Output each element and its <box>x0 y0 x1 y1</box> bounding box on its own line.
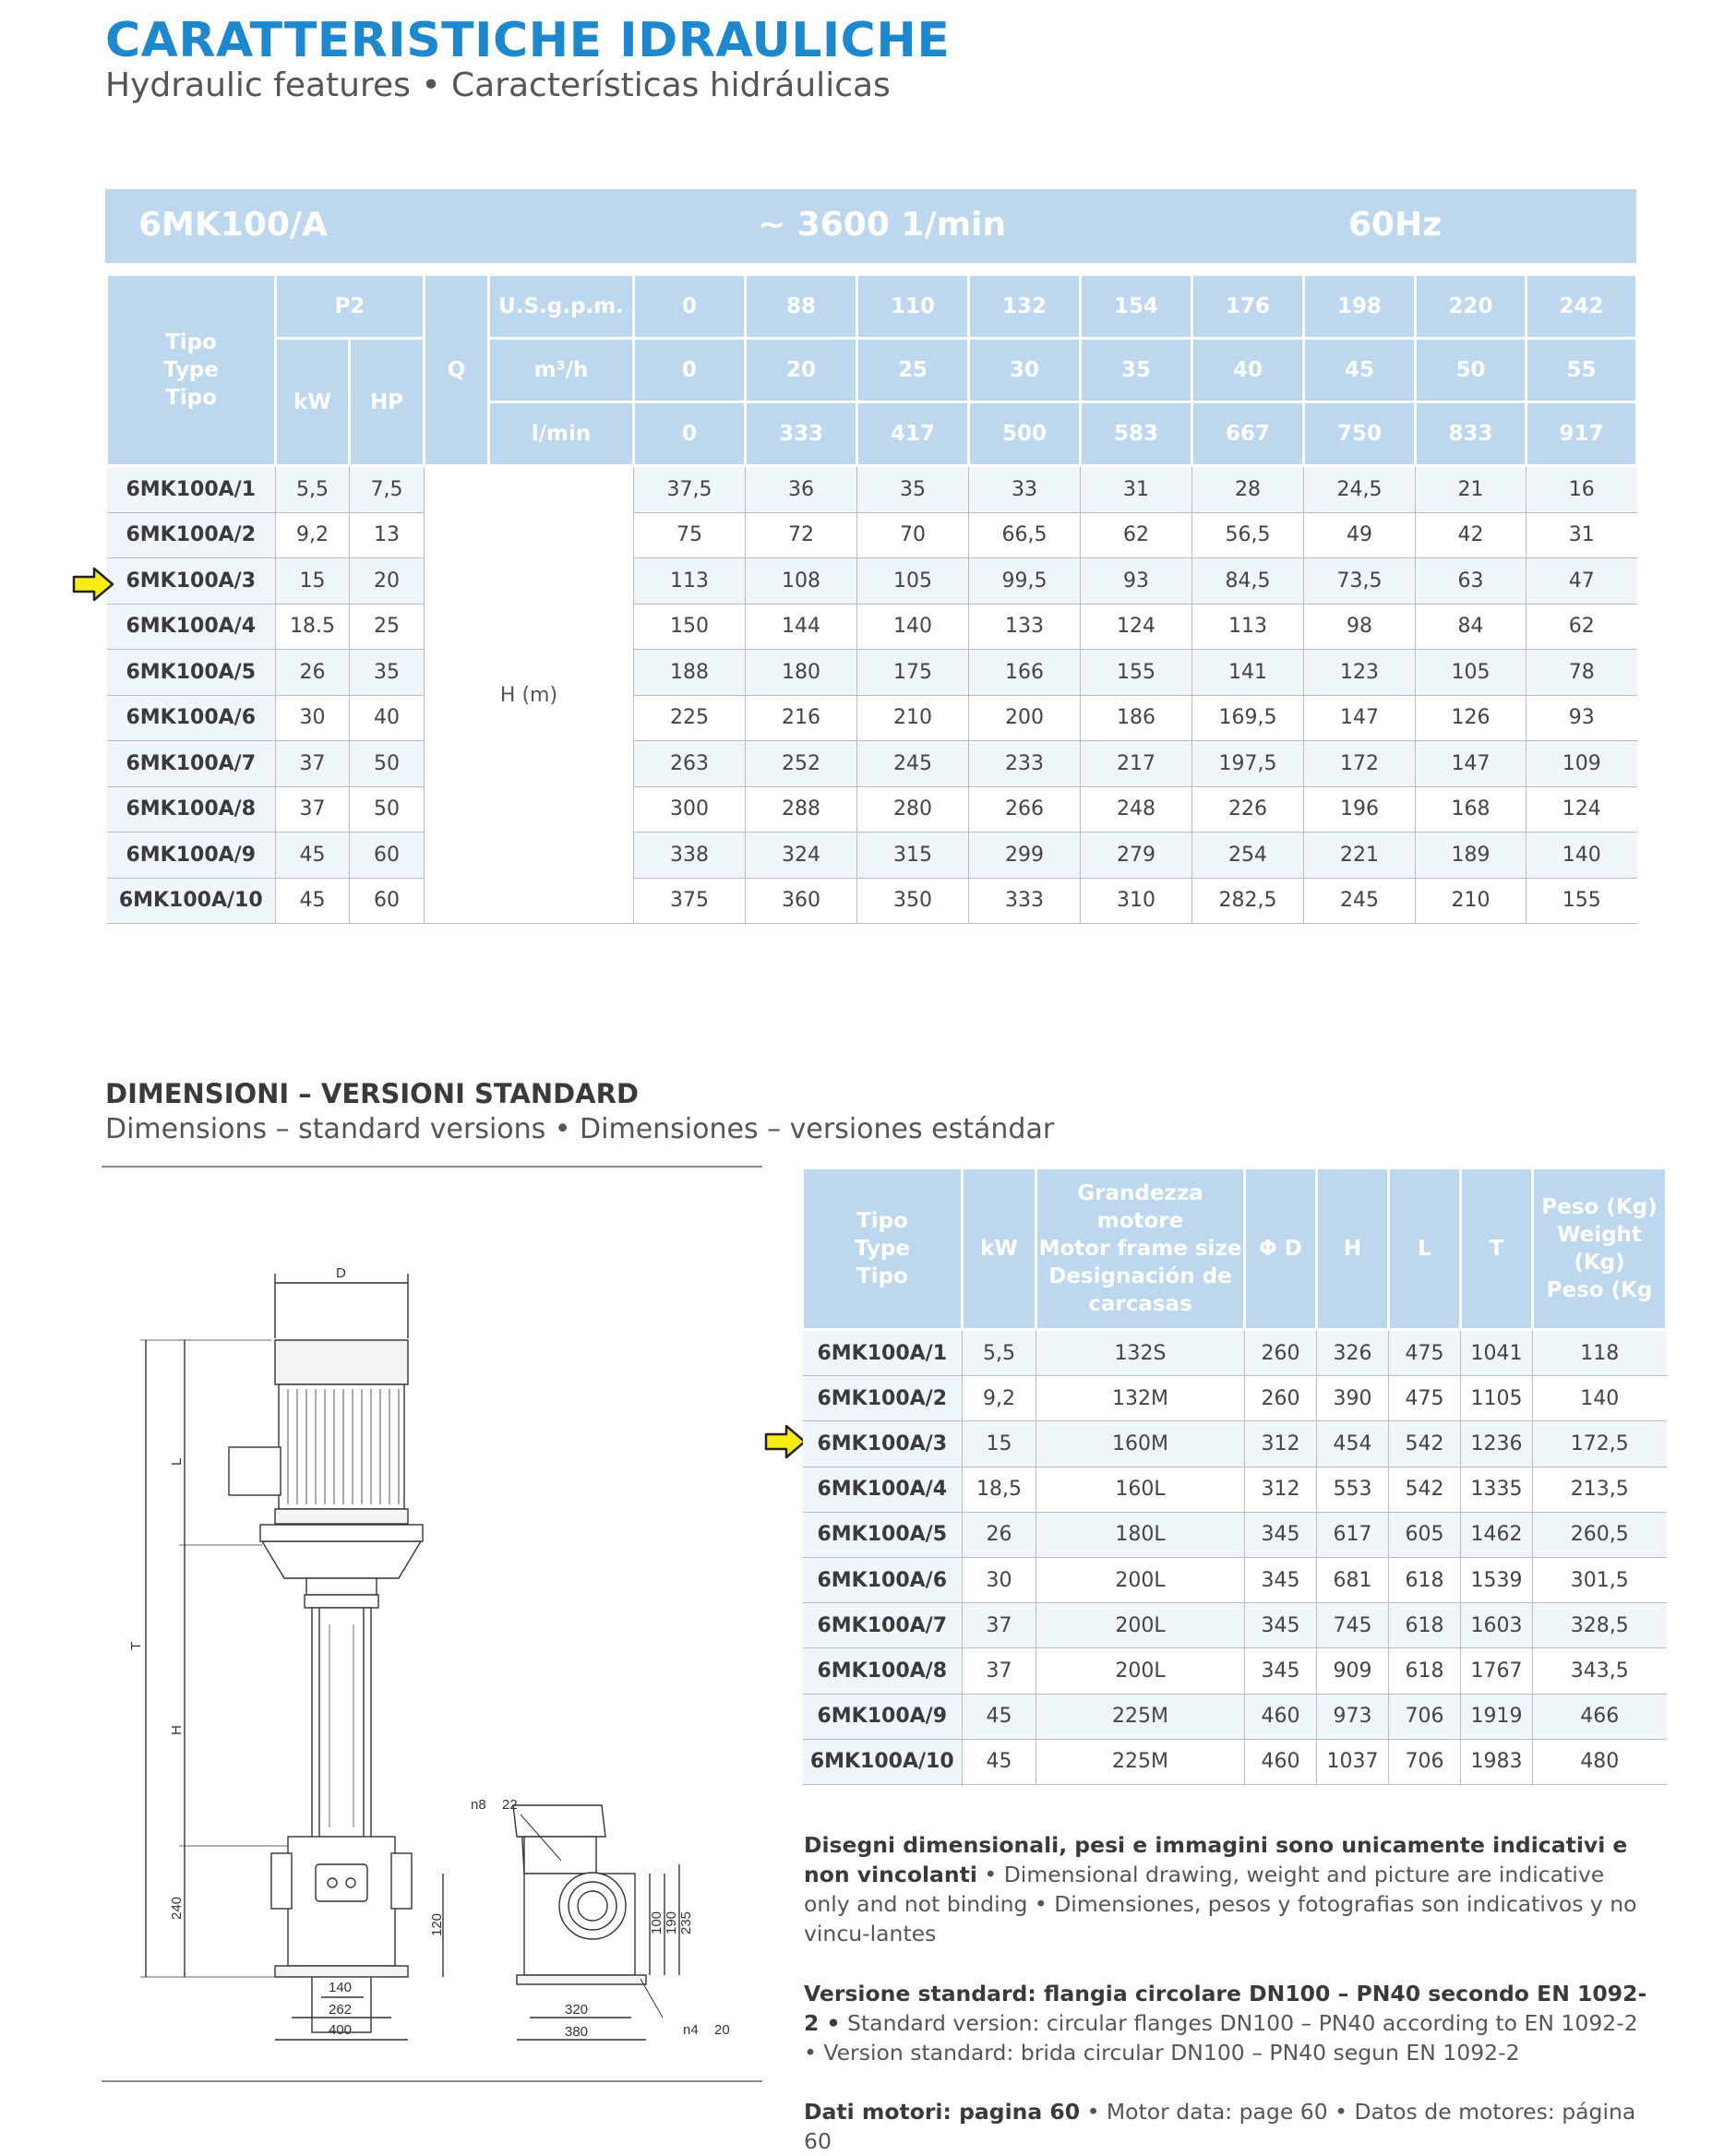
flow-cell: 30 <box>969 339 1081 402</box>
tipo-cell: 6MK100A/4 <box>107 604 276 650</box>
flow-cell: 833 <box>1416 402 1526 466</box>
dim-tipo-cell: 6MK100A/6 <box>803 1557 963 1602</box>
q-header: Q <box>425 275 489 466</box>
dim-d-cell: 312 <box>1245 1467 1317 1512</box>
table-row <box>107 604 1637 650</box>
dim-t-cell: 1603 <box>1461 1603 1533 1648</box>
head-value-cell: 36 <box>746 466 857 513</box>
dim-kw-header: kW <box>963 1168 1036 1330</box>
dim-t-cell: 1919 <box>1461 1694 1533 1739</box>
label-100: 100 <box>649 1910 664 1934</box>
kw-cell: 37 <box>276 741 350 787</box>
dim-t-cell: 1767 <box>1461 1648 1533 1694</box>
tipo-cell: 6MK100A/7 <box>107 741 276 787</box>
head-value-cell: 221 <box>1304 832 1416 879</box>
head-value-cell: 105 <box>857 558 969 605</box>
dim-tipo-cell: 6MK100A/7 <box>803 1603 963 1648</box>
dim-kw-cell: 18,5 <box>963 1467 1036 1512</box>
head-value-cell: 123 <box>1304 650 1416 696</box>
dim-d-cell: 345 <box>1245 1512 1317 1557</box>
head-value-cell: 245 <box>857 741 969 787</box>
label-190: 190 <box>664 1910 679 1934</box>
kw-cell: 45 <box>276 832 350 879</box>
flow-cell: 35 <box>1081 339 1192 402</box>
head-value-cell: 245 <box>1304 878 1416 924</box>
label-n8: n8 <box>471 1797 486 1813</box>
dim-t-cell: 1539 <box>1461 1557 1533 1602</box>
p2-header: P2 <box>276 275 425 339</box>
flow-cell: 242 <box>1526 275 1637 339</box>
flow-cell: 198 <box>1304 275 1416 339</box>
head-value-cell: 375 <box>634 878 746 924</box>
flow-cell: 333 <box>746 402 857 466</box>
head-value-cell: 186 <box>1081 695 1192 741</box>
flow-cell: 154 <box>1081 275 1192 339</box>
label-235: 235 <box>678 1910 694 1934</box>
note-motor-data: Dati motori: pagina 60 • Motor data: page 60 • Datos de motores: página 60 <box>804 2099 1636 2154</box>
frame-header: Grandezza motore Motor frame size Designación de carcasas <box>1036 1168 1245 1330</box>
dim-h-cell: 454 <box>1317 1421 1389 1467</box>
label-d: D <box>336 1265 346 1281</box>
label-380: 380 <box>565 2024 589 2040</box>
dim-t-cell: 1236 <box>1461 1421 1533 1467</box>
head-value-cell: 216 <box>746 695 857 741</box>
table-row <box>107 558 1637 605</box>
head-value-cell: 109 <box>1526 741 1637 787</box>
head-value-cell: 93 <box>1526 695 1637 741</box>
dim-frame-cell: 180L <box>1036 1512 1245 1557</box>
dim-h-cell: 1037 <box>1317 1739 1389 1784</box>
dim-kw-cell: 26 <box>963 1512 1036 1557</box>
dim-kw-cell: 37 <box>963 1603 1036 1648</box>
dim-kw-cell: 15 <box>963 1421 1036 1467</box>
performance-table <box>105 273 1638 924</box>
flow-cell: 55 <box>1526 339 1637 402</box>
dim-peso-cell: 118 <box>1533 1330 1667 1376</box>
head-value-cell: 172 <box>1304 741 1416 787</box>
kw-cell: 26 <box>276 650 350 696</box>
table-row <box>803 1739 1667 1784</box>
head-value-cell: 75 <box>634 512 746 558</box>
tipo-header: Tipo Type Tipo <box>107 275 276 466</box>
kw-cell: 5,5 <box>276 466 350 513</box>
head-value-cell: 42 <box>1416 512 1526 558</box>
head-value-cell: 254 <box>1192 832 1304 879</box>
flow-cell: 667 <box>1192 402 1304 466</box>
head-value-cell: 300 <box>634 786 746 832</box>
dim-l-cell: 706 <box>1389 1739 1461 1784</box>
flow-cell: 132 <box>969 275 1081 339</box>
head-value-cell: 31 <box>1526 512 1637 558</box>
flow-cell: 176 <box>1192 275 1304 339</box>
head-value-cell: 155 <box>1526 878 1637 924</box>
head-value-cell: 280 <box>857 786 969 832</box>
page-title: CARATTERISTICHE IDRAULICHE <box>105 13 951 68</box>
dim-d-cell: 460 <box>1245 1694 1317 1739</box>
dim-h-cell: 326 <box>1317 1330 1389 1376</box>
head-value-cell: 93 <box>1081 558 1192 605</box>
table-row <box>107 832 1637 879</box>
dim-peso-cell: 213,5 <box>1533 1467 1667 1512</box>
hp-cell: 35 <box>350 650 425 696</box>
highlight-arrow-icon <box>72 566 114 603</box>
dim-l-cell: 542 <box>1389 1421 1461 1467</box>
head-value-cell: 98 <box>1304 604 1416 650</box>
dim-t-cell: 1462 <box>1461 1512 1533 1557</box>
head-value-cell: 175 <box>857 650 969 696</box>
dim-peso-cell: 466 <box>1533 1694 1667 1739</box>
dim-frame-cell: 200L <box>1036 1557 1245 1602</box>
head-value-cell: 147 <box>1416 741 1526 787</box>
band-model: 6MK100/A <box>138 206 328 244</box>
hp-cell: 7,5 <box>350 466 425 513</box>
hp-cell: 20 <box>350 558 425 605</box>
hp-cell: 50 <box>350 786 425 832</box>
head-value-cell: 315 <box>857 832 969 879</box>
unit-m3h: m³/h <box>489 339 634 402</box>
head-value-cell: 108 <box>746 558 857 605</box>
hp-cell: 60 <box>350 878 425 924</box>
dim-peso-cell: 140 <box>1533 1376 1667 1421</box>
l-header: L <box>1389 1168 1461 1330</box>
dim-h-cell: 553 <box>1317 1467 1389 1512</box>
head-value-cell: 24,5 <box>1304 466 1416 513</box>
head-value-cell: 62 <box>1081 512 1192 558</box>
kw-cell: 9,2 <box>276 512 350 558</box>
dim-tipo-header: Tipo Type Tipo <box>803 1168 963 1330</box>
head-value-cell: 56,5 <box>1192 512 1304 558</box>
dim-frame-cell: 225M <box>1036 1694 1245 1739</box>
kw-cell: 37 <box>276 786 350 832</box>
table-row <box>107 786 1637 832</box>
kw-cell: 15 <box>276 558 350 605</box>
flow-cell: 0 <box>634 339 746 402</box>
divider <box>102 1166 762 1168</box>
head-value-cell: 31 <box>1081 466 1192 513</box>
head-value-cell: 113 <box>1192 604 1304 650</box>
table-row <box>803 1603 1667 1648</box>
head-value-cell: 124 <box>1526 786 1637 832</box>
dim-h-cell: 973 <box>1317 1694 1389 1739</box>
tipo-cell: 6MK100A/10 <box>107 878 276 924</box>
unit-lmin: l/min <box>489 402 634 466</box>
head-value-cell: 299 <box>969 832 1081 879</box>
head-value-cell: 21 <box>1416 466 1526 513</box>
dim-l-cell: 706 <box>1389 1694 1461 1739</box>
unit-usgpm: U.S.g.p.m. <box>489 275 634 339</box>
dim-d-cell: 260 <box>1245 1376 1317 1421</box>
head-value-cell: 84 <box>1416 604 1526 650</box>
flow-cell: 417 <box>857 402 969 466</box>
label-n4-value: 20 <box>714 2022 730 2038</box>
dim-l-cell: 618 <box>1389 1603 1461 1648</box>
head-value-cell: 49 <box>1304 512 1416 558</box>
head-value-cell: 188 <box>634 650 746 696</box>
table-row <box>803 1330 1667 1376</box>
table-row <box>107 878 1637 924</box>
dim-kw-cell: 45 <box>963 1739 1036 1784</box>
dim-d-cell: 312 <box>1245 1421 1317 1467</box>
table-row <box>803 1376 1667 1421</box>
head-value-cell: 150 <box>634 604 746 650</box>
label-320: 320 <box>565 2002 589 2018</box>
head-value-cell: 360 <box>746 878 857 924</box>
head-value-cell: 279 <box>1081 832 1192 879</box>
dim-l-cell: 618 <box>1389 1648 1461 1694</box>
head-value-cell: 189 <box>1416 832 1526 879</box>
tipo-cell: 6MK100A/2 <box>107 512 276 558</box>
tipo-cell: 6MK100A/1 <box>107 466 276 513</box>
label-n8-value: 22 <box>502 1797 518 1813</box>
label-262: 262 <box>329 2002 353 2018</box>
dim-l-cell: 618 <box>1389 1557 1461 1602</box>
dim-t-cell: 1983 <box>1461 1739 1533 1784</box>
dim-peso-cell: 301,5 <box>1533 1557 1667 1602</box>
head-value-cell: 28 <box>1192 466 1304 513</box>
dim-frame-cell: 160M <box>1036 1421 1245 1467</box>
label-t: T <box>128 1641 144 1650</box>
flow-cell: 917 <box>1526 402 1637 466</box>
band-speed: ~ 3600 1/min <box>758 206 1007 244</box>
h-header: H <box>1317 1168 1389 1330</box>
dim-frame-cell: 225M <box>1036 1739 1245 1784</box>
head-label-cell: H (m) <box>425 466 634 924</box>
tipo-cell: 6MK100A/9 <box>107 832 276 879</box>
divider <box>102 2080 762 2082</box>
dim-h-cell: 909 <box>1317 1648 1389 1694</box>
dim-h-cell: 681 <box>1317 1557 1389 1602</box>
kw-cell: 45 <box>276 878 350 924</box>
dim-tipo-cell: 6MK100A/2 <box>803 1376 963 1421</box>
head-value-cell: 263 <box>634 741 746 787</box>
dim-kw-cell: 45 <box>963 1694 1036 1739</box>
head-value-cell: 133 <box>969 604 1081 650</box>
table-row <box>803 1557 1667 1602</box>
head-value-cell: 73,5 <box>1304 558 1416 605</box>
label-120: 120 <box>429 1912 445 1936</box>
dim-peso-cell: 480 <box>1533 1739 1667 1784</box>
peso-header: Peso (Kg) Weight (Kg) Peso (Kg <box>1533 1168 1667 1330</box>
dim-frame-cell: 132M <box>1036 1376 1245 1421</box>
table-row <box>107 466 1637 513</box>
dim-tipo-cell: 6MK100A/10 <box>803 1739 963 1784</box>
dim-d-cell: 345 <box>1245 1557 1317 1602</box>
note-standard-version: Versione standard: flangia circolare DN100 – PN40 secondo EN 1092-2 • Standard version: circular flanges DN100 – PN40 according to EN 1092-2 • Version standard: brida circular DN100 – PN40 segun EN 1092-2 <box>804 1981 1647 2066</box>
phid-header: Φ D <box>1245 1168 1317 1330</box>
kw-cell: 30 <box>276 695 350 741</box>
head-value-cell: 248 <box>1081 786 1192 832</box>
dim-peso-cell: 260,5 <box>1533 1512 1667 1557</box>
head-value-cell: 197,5 <box>1192 741 1304 787</box>
head-value-cell: 144 <box>746 604 857 650</box>
label-h: H <box>169 1725 185 1735</box>
flow-cell: 110 <box>857 275 969 339</box>
head-value-cell: 66,5 <box>969 512 1081 558</box>
dim-kw-cell: 5,5 <box>963 1330 1036 1376</box>
flow-cell: 40 <box>1192 339 1304 402</box>
kw-header: kW <box>276 339 350 466</box>
dim-d-cell: 260 <box>1245 1330 1317 1376</box>
dim-peso-cell: 343,5 <box>1533 1648 1667 1694</box>
head-value-cell: 210 <box>1416 878 1526 924</box>
hp-header: HP <box>350 339 425 466</box>
head-value-cell: 266 <box>969 786 1081 832</box>
dim-h-cell: 390 <box>1317 1376 1389 1421</box>
head-value-cell: 140 <box>857 604 969 650</box>
pump-dimension-drawing <box>103 1237 759 2049</box>
tipo-cell: 6MK100A/8 <box>107 786 276 832</box>
dim-kw-cell: 37 <box>963 1648 1036 1694</box>
table-row <box>803 1512 1667 1557</box>
label-240: 240 <box>169 1896 185 1920</box>
tipo-cell: 6MK100A/5 <box>107 650 276 696</box>
head-value-cell: 72 <box>746 512 857 558</box>
head-value-cell: 35 <box>857 466 969 513</box>
note-disclaimer: Disegni dimensionali, pesi e immagini sono unicamente indicativi e non vincolanti • Dimensional drawing, weight and picture are indicative only and not binding • Dimensiones, pesos y fotografias son indicativos y no vincu-lantes <box>804 1832 1637 1946</box>
tipo-cell: 6MK100A/3 <box>107 558 276 605</box>
dim-frame-cell: 132S <box>1036 1330 1245 1376</box>
head-value-cell: 124 <box>1081 604 1192 650</box>
head-value-cell: 33 <box>969 466 1081 513</box>
hp-cell: 50 <box>350 741 425 787</box>
dim-t-cell: 1041 <box>1461 1330 1533 1376</box>
t-header: T <box>1461 1168 1533 1330</box>
flow-cell: 220 <box>1416 275 1526 339</box>
flow-cell: 583 <box>1081 402 1192 466</box>
flow-cell: 88 <box>746 275 857 339</box>
head-value-cell: 126 <box>1416 695 1526 741</box>
head-value-cell: 147 <box>1304 695 1416 741</box>
dim-d-cell: 460 <box>1245 1739 1317 1784</box>
dim-frame-cell: 160L <box>1036 1467 1245 1512</box>
head-value-cell: 47 <box>1526 558 1637 605</box>
head-value-cell: 140 <box>1526 832 1637 879</box>
dim-l-cell: 475 <box>1389 1376 1461 1421</box>
dim-tipo-cell: 6MK100A/1 <box>803 1330 963 1376</box>
dim-l-cell: 475 <box>1389 1330 1461 1376</box>
table-row <box>107 695 1637 741</box>
model-band <box>105 189 1636 263</box>
label-400: 400 <box>329 2022 353 2038</box>
head-value-cell: 105 <box>1416 650 1526 696</box>
head-value-cell: 217 <box>1081 741 1192 787</box>
flow-cell: 0 <box>634 402 746 466</box>
head-value-cell: 113 <box>634 558 746 605</box>
head-value-cell: 84,5 <box>1192 558 1304 605</box>
dim-tipo-cell: 6MK100A/3 <box>803 1421 963 1467</box>
hp-cell: 40 <box>350 695 425 741</box>
head-value-cell: 338 <box>634 832 746 879</box>
label-140: 140 <box>329 1980 353 1995</box>
flow-cell: 0 <box>634 275 746 339</box>
table-row <box>107 741 1637 787</box>
dim-t-cell: 1335 <box>1461 1467 1533 1512</box>
head-value-cell: 99,5 <box>969 558 1081 605</box>
dimensions-title: DIMENSIONI – VERSIONI STANDARD <box>105 1078 640 1109</box>
flow-cell: 25 <box>857 339 969 402</box>
dimensions-subtitle: Dimensions – standard versions • Dimensiones – versiones estándar <box>105 1113 1055 1145</box>
head-value-cell: 233 <box>969 741 1081 787</box>
head-value-cell: 226 <box>1192 786 1304 832</box>
head-value-cell: 210 <box>857 695 969 741</box>
head-value-cell: 282,5 <box>1192 878 1304 924</box>
dim-d-cell: 345 <box>1245 1603 1317 1648</box>
dim-t-cell: 1105 <box>1461 1376 1533 1421</box>
head-value-cell: 16 <box>1526 466 1637 513</box>
head-value-cell: 166 <box>969 650 1081 696</box>
head-value-cell: 63 <box>1416 558 1526 605</box>
flow-cell: 750 <box>1304 402 1416 466</box>
dim-peso-cell: 328,5 <box>1533 1603 1667 1648</box>
label-l: L <box>169 1457 185 1466</box>
dim-frame-cell: 200L <box>1036 1648 1245 1694</box>
head-value-cell: 200 <box>969 695 1081 741</box>
hp-cell: 13 <box>350 512 425 558</box>
label-n4: n4 <box>683 2022 699 2038</box>
head-value-cell: 288 <box>746 786 857 832</box>
table-row <box>803 1467 1667 1512</box>
table-row <box>803 1694 1667 1739</box>
hp-cell: 25 <box>350 604 425 650</box>
band-frequency: 60Hz <box>1348 206 1443 244</box>
table-row <box>803 1421 1667 1467</box>
head-value-cell: 168 <box>1416 786 1526 832</box>
hp-cell: 60 <box>350 832 425 879</box>
dim-d-cell: 345 <box>1245 1648 1317 1694</box>
table-row <box>107 512 1637 558</box>
dim-tipo-cell: 6MK100A/8 <box>803 1648 963 1694</box>
head-value-cell: 141 <box>1192 650 1304 696</box>
head-value-cell: 180 <box>746 650 857 696</box>
dim-h-cell: 617 <box>1317 1512 1389 1557</box>
dim-tipo-cell: 6MK100A/4 <box>803 1467 963 1512</box>
head-value-cell: 252 <box>746 741 857 787</box>
head-value-cell: 70 <box>857 512 969 558</box>
dim-tipo-cell: 6MK100A/9 <box>803 1694 963 1739</box>
head-value-cell: 324 <box>746 832 857 879</box>
dim-kw-cell: 9,2 <box>963 1376 1036 1421</box>
page-subtitle: Hydraulic features • Características hidráulicas <box>105 66 891 104</box>
dim-tipo-cell: 6MK100A/5 <box>803 1512 963 1557</box>
head-value-cell: 155 <box>1081 650 1192 696</box>
dimensions-table <box>801 1167 1668 1785</box>
head-value-cell: 37,5 <box>634 466 746 513</box>
head-value-cell: 78 <box>1526 650 1637 696</box>
head-value-cell: 310 <box>1081 878 1192 924</box>
flow-cell: 50 <box>1416 339 1526 402</box>
dim-frame-cell: 200L <box>1036 1603 1245 1648</box>
dim-kw-cell: 30 <box>963 1557 1036 1602</box>
head-value-cell: 333 <box>969 878 1081 924</box>
head-value-cell: 62 <box>1526 604 1637 650</box>
dim-peso-cell: 172,5 <box>1533 1421 1667 1467</box>
flow-cell: 20 <box>746 339 857 402</box>
head-value-cell: 196 <box>1304 786 1416 832</box>
head-value-cell: 225 <box>634 695 746 741</box>
table-row <box>107 650 1637 696</box>
dim-h-cell: 745 <box>1317 1603 1389 1648</box>
dim-l-cell: 542 <box>1389 1467 1461 1512</box>
tipo-cell: 6MK100A/6 <box>107 695 276 741</box>
kw-cell: 18.5 <box>276 604 350 650</box>
table-row <box>803 1648 1667 1694</box>
dim-l-cell: 605 <box>1389 1512 1461 1557</box>
head-value-cell: 169,5 <box>1192 695 1304 741</box>
flow-cell: 45 <box>1304 339 1416 402</box>
flow-cell: 500 <box>969 402 1081 466</box>
head-value-cell: 350 <box>857 878 969 924</box>
